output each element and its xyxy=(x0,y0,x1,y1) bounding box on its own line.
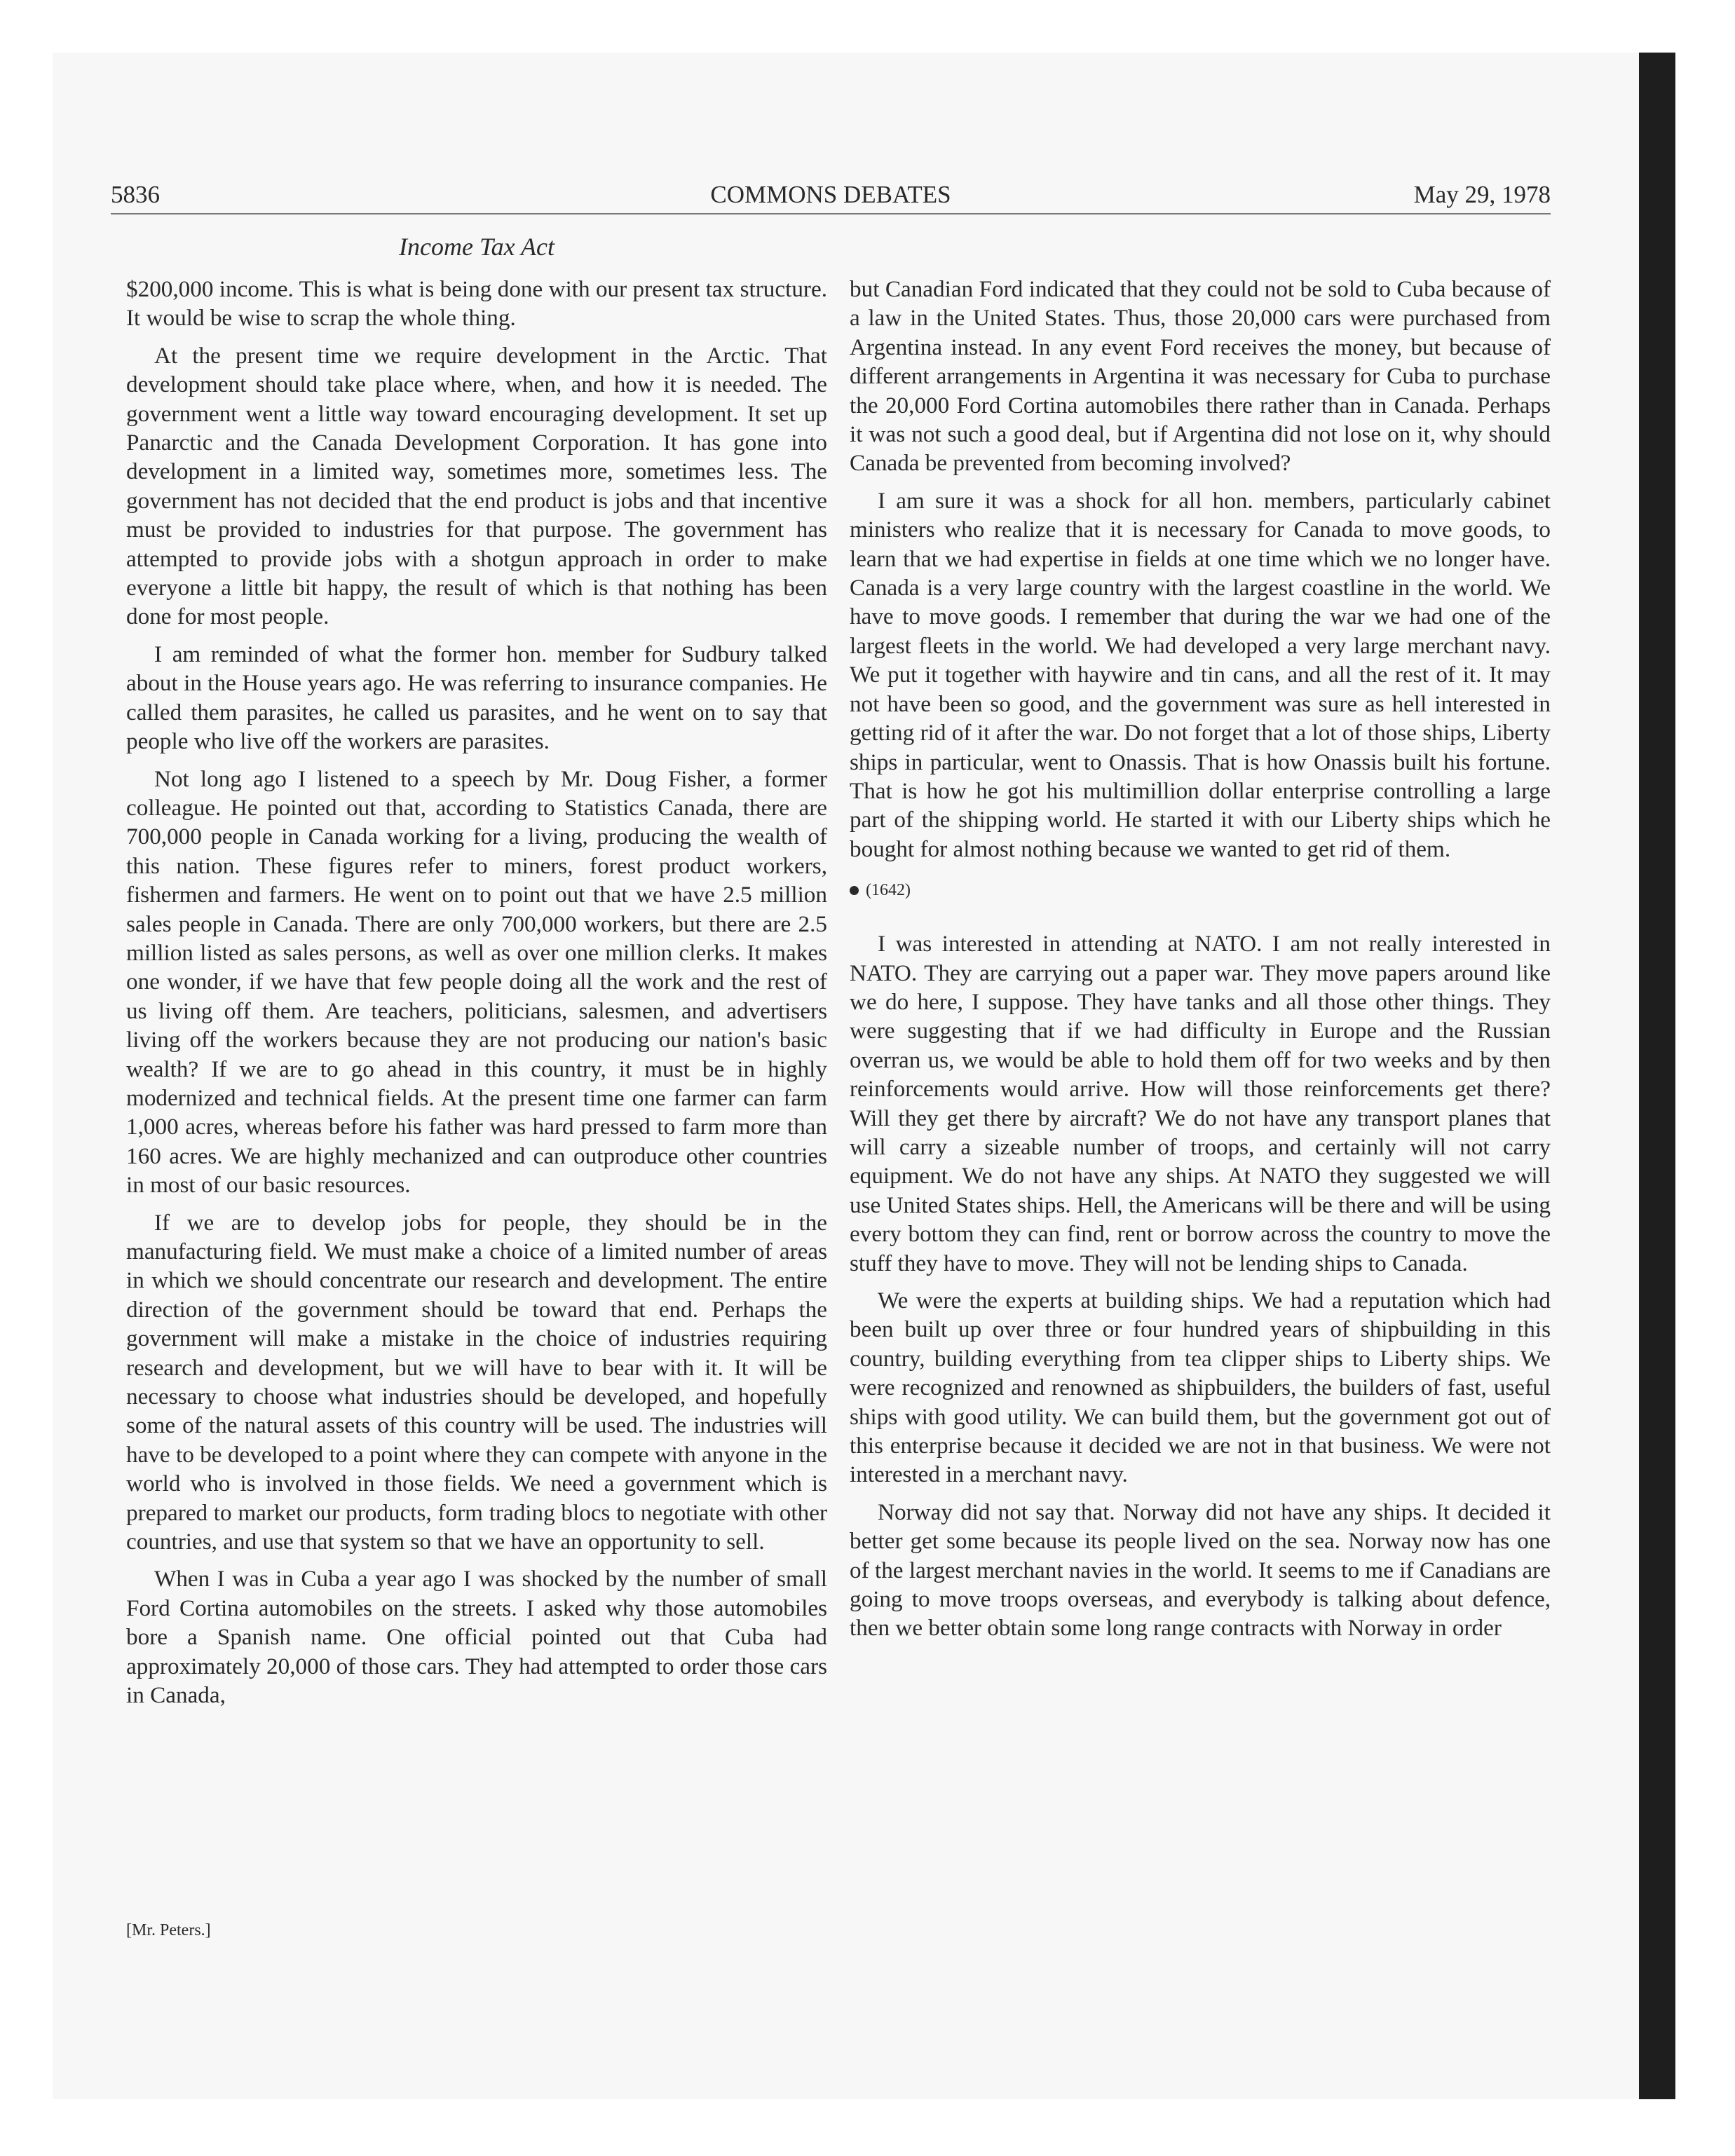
speaker-footnote: [Mr. Peters.] xyxy=(126,1921,211,1939)
paragraph: but Canadian Ford indicated that they could not be sold to Cuba because of a law in the United States. Thus, those 20,000 cars were purchased from Argentina instead. In any event Ford receives the money, but because of different arrangements in Argentina it was necessary for Cuba to purchase the 20,000 Ford Cortina automobiles there rather than in Canada. Perhaps it was not such a good deal, but if Argentina did not lose on it, why should Canada be prevented from becoming involved? xyxy=(850,276,1551,477)
page-header xyxy=(111,178,1551,214)
paragraph: When I was in Cuba a year ago I was shocked by the number of small Ford Cortina automobiles on the streets. I asked why those automobiles bore a Spanish name. One official pointed out that Cuba had approximately 20,000 of those cars. They had attempted to order those cars in Canada, xyxy=(126,1566,827,1709)
publication-title: COMMONS DEBATES xyxy=(710,181,951,208)
paragraph: We were the experts at building ships. We had a reputation which had been built up over three or four hundred years of shipbuilding in this country, building everything from tea clipper ships to Liberty ships. We were recognized and renowned as shipbuilders, the builders of fast, useful ships with good utility. We can build them, but the government got out of this enterprise because it decided we are not in that business. We were not interested in a merchant navy. xyxy=(850,1288,1551,1488)
page-date: May 29, 1978 xyxy=(1413,181,1551,208)
paragraph: $200,000 income. This is what is being done with our present tax structure. It would be wise to scrap the whole thing. xyxy=(126,276,827,332)
page-number: 5836 xyxy=(111,181,160,208)
scan-edge-bar xyxy=(1639,53,1675,2099)
time-marker xyxy=(850,876,1551,904)
right-column xyxy=(850,275,1551,1651)
time-marker-text: (1642) xyxy=(866,881,911,900)
left-column xyxy=(126,275,827,1719)
section-title: Income Tax Act xyxy=(399,233,554,261)
paragraph: At the present time we require development in the Arctic. That development should take place where, when, and how it is needed. The government went a little way toward encouraging development. It set up Panarctic and the Canada Development Corporation. It has gone into development in a limited way, sometimes more, sometimes less. The government has not decided that the end product is jobs and that incentive must be provided to industries for that purpose. The government has attempted to provide jobs with a shotgun approach in order to make everyone a little bit happy, the result of which is that nothing has been done for most people. xyxy=(126,342,827,630)
paragraph: I was interested in attending at NATO. I am not really interested in NATO. They are carrying out a paper war. They move papers around like we do here, I suppose. They have tanks and all those other things. They were suggesting that if we had difficulty in Europe and the Russian overran us, we would be able to hold them off for two weeks and by then reinforcements would arrive. How will those reinforcements get there? Will they get there by aircraft? We do not have any transport planes that will carry a sizeable number of troops, and certainly will not carry equipment. We do not have any ships. At NATO they suggested we will use United States ships. Hell, the Americans will be there and will be using every bottom they can find, rent or borrow across the country to move the stuff they have to move. They will not be lending ships to Canada. xyxy=(850,931,1551,1276)
paragraph: I am sure it was a shock for all hon. members, particularly cabinet ministers who realize that it is necessary for Canada to move goods, to learn that we had expertise in fields at one time which we no longer have. Canada is a very large country with the largest coastline in the world. We have to move goods. I remember that during the war we had one of the largest fleets in the world. We had developed a very large merchant navy. We put it together with haywire and tin cans, and all the rest of it. It may not have been so good, and the government was sure as hell interested in getting rid of it after the war. Do not forget that a lot of those ships, Liberty ships in particular, went to Onassis. That is how Onassis built his fortune. That is how he got his multimillion dollar enterprise controlling a large part of the shipping world. He started it with our Liberty ships which he bought for almost nothing because we wanted to get rid of them. xyxy=(850,487,1551,862)
paragraph: If we are to develop jobs for people, they should be in the manufacturing field. We must make a choice of a limited number of areas in which we should concentrate our research and development. The entire direction of the government should be toward that end. Perhaps the government will make a mistake in the choice of industries requiring research and development, but we will have to bear with it. It will be necessary to choose what industries should be developed, and hopefully some of the natural assets of this country will be used. The industries will have to be developed to a point where they can compete with anyone in the world who is involved in those fields. We need a government which is prepared to market our products, form trading blocs to negotiate with other countries, and use that system so that we have an opportunity to sell. xyxy=(126,1209,827,1555)
paragraph: Not long ago I listened to a speech by Mr. Doug Fisher, a former colleague. He pointed out that, according to Statistics Canada, there are 700,000 people in Canada working for a living, producing the wealth of this nation. These figures refer to miners, forest product workers, fishermen and farmers. He went on to point out that we have 2.5 million sales people in Canada. There are only 700,000 workers, but there are 2.5 million listed as sales persons, as well as over one million clerks. It makes one wonder, if we have that few people doing all the work and the rest of us living off them. Are teachers, politicians, salesmen, and advertisers living off the workers because they are not producing our nation's basic wealth? If we are to go ahead in this country, it must be in highly modernized and technical fields. At the present time one farmer can farm 1,000 acres, whereas before his father was hard pressed to farm more than 160 acres. We are highly mechanized and can outproduce other countries in most of our basic resources. xyxy=(126,765,827,1199)
paragraph: I am reminded of what the former hon. member for Sudbury talked about in the House years ago. He was referring to insurance companies. He called them parasites, he called us parasites, and he went on to say that people who live off the workers are parasites. xyxy=(126,641,827,755)
bullet-icon xyxy=(850,886,859,895)
paragraph: Norway did not say that. Norway did not have any ships. It decided it better get some because its people lived on the sea. Norway now has one of the largest merchant navies in the world. It seems to me if Canadians are going to move troops overseas, and everybody is talking about defence, then we better obtain some long range contracts with Norway in order xyxy=(850,1499,1551,1642)
